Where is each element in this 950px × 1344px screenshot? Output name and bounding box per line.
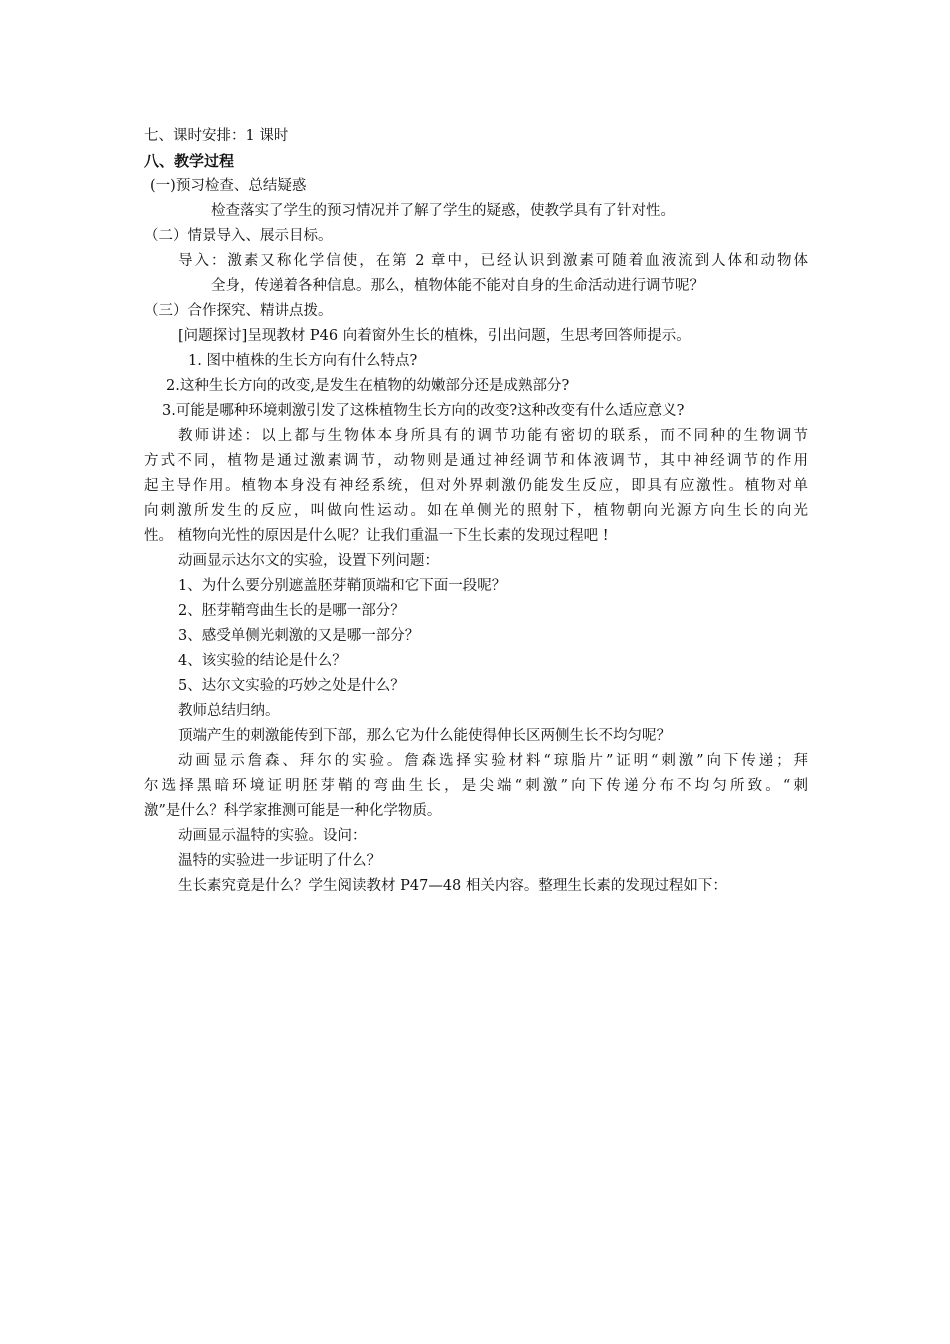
paragraph-line: 尔选择黑暗环境证明胚芽鞘的弯曲生长，是尖端“刺激”向下传递分布不均匀所致。“刺 <box>144 778 808 794</box>
subheading-2: （二）情景导入、展示目标。 <box>144 228 333 244</box>
paragraph-line: 教师讲述：以上都与生物体本身所具有的调节功能有密切的联系，而不同种的生物调节 <box>178 428 808 444</box>
question-item: 1、为什么要分别遮盖胚芽鞘顶端和它下面一段呢？ <box>178 578 507 594</box>
paragraph-line: 教师总结归纳。 <box>178 703 280 719</box>
paragraph-line: 生长素究竟是什么？学生阅读教材 P47—48 相关内容。整理生长素的发现过程如下： <box>178 878 727 894</box>
schedule-line: 七、课时安排：1 课时 <box>144 128 289 144</box>
paragraph-line: 性。 植物向光性的原因是什么呢？让我们重温一下生长素的发现过程吧 ! <box>144 528 609 544</box>
paragraph-line: 动画显示温特的实验。设问： <box>178 828 367 844</box>
question-item: 2、胚芽鞘弯曲生长的是哪一部分？ <box>178 603 405 619</box>
subheading-3: （三）合作探究、精讲点拨。 <box>144 303 333 319</box>
paragraph-line: 顶端产生的刺激能传到下部，那么它为什么能使得伸长区两侧生长不均匀呢？ <box>178 728 671 744</box>
paragraph-line: 起主导作用。植物本身没有神经系统，但对外界刺激仍能发生反应，即具有应激性。植物对单 <box>144 478 808 494</box>
paragraph-line: 动画显示达尔文的实验，设置下列问题： <box>178 553 439 569</box>
question-item: 3、感受单侧光刺激的又是哪一部分？ <box>178 628 420 644</box>
paragraph-line: 激”是什么？科学家推测可能是一种化学物质。 <box>144 803 442 819</box>
question-item: 2.这种生长方向的改变,是发生在植物的幼嫩部分还是成熟部分? <box>166 378 570 394</box>
question-item: 5、达尔文实验的巧妙之处是什么？ <box>178 678 405 694</box>
section-heading: 八、教学过程 <box>144 152 235 170</box>
paragraph-line: 向刺激所发生的反应，叫做向性运动。如在单侧光的照射下，植物朝向光源方向生长的向光 <box>144 503 808 519</box>
question-item: 4、该实验的结论是什么？ <box>178 653 347 669</box>
subheading-1: (一)预习检查、总结疑惑 <box>150 178 307 194</box>
paragraph-line: 动画显示詹森、拜尔的实验。詹森选择实验材料“琼脂片”证明“刺激”向下传递；拜 <box>178 753 808 769</box>
paragraph-line: [问题探讨]呈现教材 P46 向着窗外生长的植株，引出问题，生思考回答师提示。 <box>178 328 691 344</box>
paragraph-line: 检查落实了学生的预习情况并了解了学生的疑惑，使教学具有了针对性。 <box>211 203 675 219</box>
question-item: 1. 图中植株的生长方向有什么特点? <box>188 353 418 369</box>
paragraph-line: 全身，传递着各种信息。那么，植物体能不能对自身的生命活动进行调节呢？ <box>211 278 704 294</box>
paragraph-line: 方式不同，植物是通过激素调节，动物则是通过神经调节和体液调节，其中神经调节的作用 <box>144 453 808 469</box>
paragraph-line: 温特的实验进一步证明了什么？ <box>178 853 381 869</box>
paragraph-line: 导入：激素又称化学信使，在第 2 章中，已经认识到激素可随着血液流到人体和动物体 <box>178 253 808 269</box>
question-item: 3.可能是哪种环境刺激引发了这株植物生长方向的改变?这种改变有什么适应意义? <box>162 403 685 419</box>
